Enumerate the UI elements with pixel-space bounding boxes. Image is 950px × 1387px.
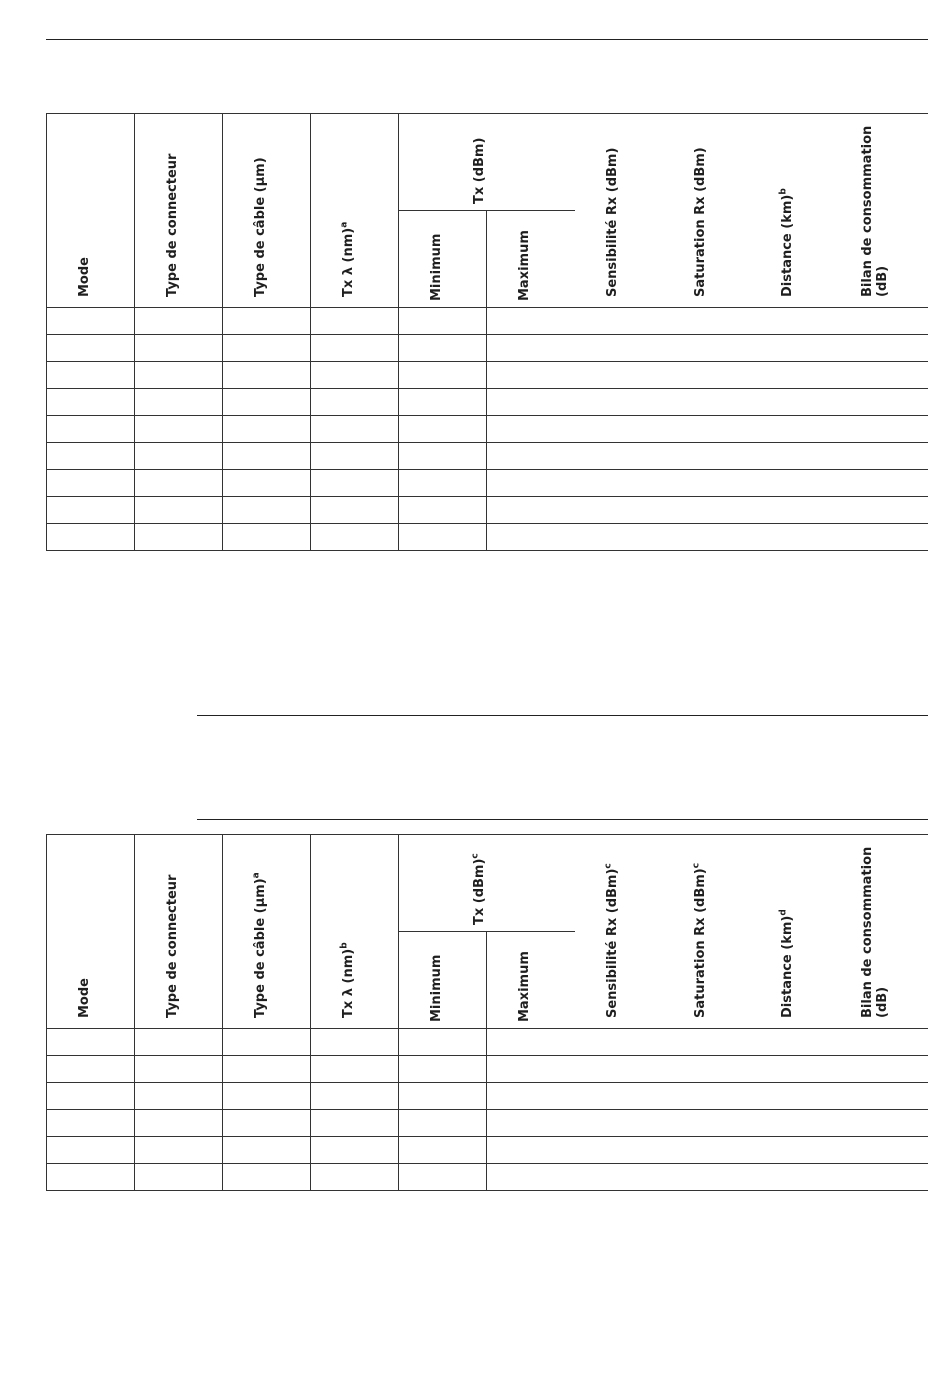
header-tx-max: Maximum bbox=[517, 951, 532, 1022]
table-row bbox=[46, 1136, 928, 1137]
table-row bbox=[46, 442, 928, 443]
header-tx-group: Tx (dBm)$^c$ bbox=[470, 853, 487, 925]
column-divider bbox=[310, 834, 311, 1191]
table-row bbox=[46, 1082, 928, 1083]
column-divider bbox=[134, 113, 135, 551]
column-divider bbox=[310, 113, 311, 551]
table-border-top bbox=[46, 113, 928, 114]
column-divider bbox=[46, 834, 47, 1191]
table-row bbox=[46, 388, 928, 389]
header-rx-sensitivity: Sensibilité Rx (dBm)$^c$ bbox=[603, 863, 620, 1018]
header-budget: Bilan de consommation (dB) bbox=[860, 125, 890, 297]
table-border-bottom bbox=[46, 550, 928, 551]
header-cable: Type de câble (μm) bbox=[253, 157, 268, 297]
header-bottom-border bbox=[46, 1028, 928, 1029]
transceiver-table-2 bbox=[46, 834, 928, 1192]
header-cable: Type de câble $(\mu m)^a$ bbox=[251, 872, 268, 1018]
table-border-bottom bbox=[46, 1190, 928, 1191]
header-bottom-border bbox=[46, 307, 928, 308]
column-divider bbox=[134, 834, 135, 1191]
header-rx-saturation: Saturation Rx (dBm)$^c$ bbox=[691, 862, 708, 1018]
table-row bbox=[46, 1109, 928, 1110]
header-tx-min: Minimum bbox=[429, 954, 444, 1022]
header-wavelength: Tx λ (nm)$^b$ bbox=[339, 942, 356, 1018]
header-mode: Mode bbox=[77, 978, 92, 1018]
header-rx-sensitivity: Sensibilité Rx (dBm) bbox=[605, 147, 620, 297]
table-row bbox=[46, 496, 928, 497]
column-divider bbox=[398, 113, 399, 551]
top-rule bbox=[46, 39, 928, 40]
section-rule-upper bbox=[197, 715, 928, 716]
header-connector: Type de connecteur bbox=[165, 153, 180, 297]
header-tx-group: Tx (dBm) bbox=[472, 137, 487, 204]
table-row bbox=[46, 469, 928, 470]
column-divider bbox=[398, 834, 399, 1191]
header-wavelength: Tx λ (nm)$^a$ bbox=[339, 221, 356, 297]
table-row bbox=[46, 415, 928, 416]
section-rule-lower bbox=[197, 819, 928, 820]
column-divider bbox=[46, 113, 47, 551]
table-border-top bbox=[46, 834, 928, 835]
table-row bbox=[46, 334, 928, 335]
transceiver-table-1 bbox=[46, 113, 928, 551]
column-divider bbox=[486, 931, 487, 1191]
header-tx-max: Maximum bbox=[517, 230, 532, 301]
header-distance: Distance (km)$^b$ bbox=[778, 188, 795, 297]
header-distance: Distance (km)$^d$ bbox=[778, 909, 795, 1018]
header-connector: Type de connecteur bbox=[165, 874, 180, 1018]
table-row bbox=[46, 361, 928, 362]
table-row bbox=[46, 1055, 928, 1056]
header-tx-min: Minimum bbox=[429, 233, 444, 301]
column-divider bbox=[486, 210, 487, 551]
header-budget: Bilan de consommation (dB) bbox=[860, 846, 890, 1018]
column-divider bbox=[222, 834, 223, 1191]
header-rx-saturation: Saturation Rx (dBm) bbox=[693, 147, 708, 297]
header-mode: Mode bbox=[77, 257, 92, 297]
table-row bbox=[46, 523, 928, 524]
column-divider bbox=[222, 113, 223, 551]
table-row bbox=[46, 1163, 928, 1164]
